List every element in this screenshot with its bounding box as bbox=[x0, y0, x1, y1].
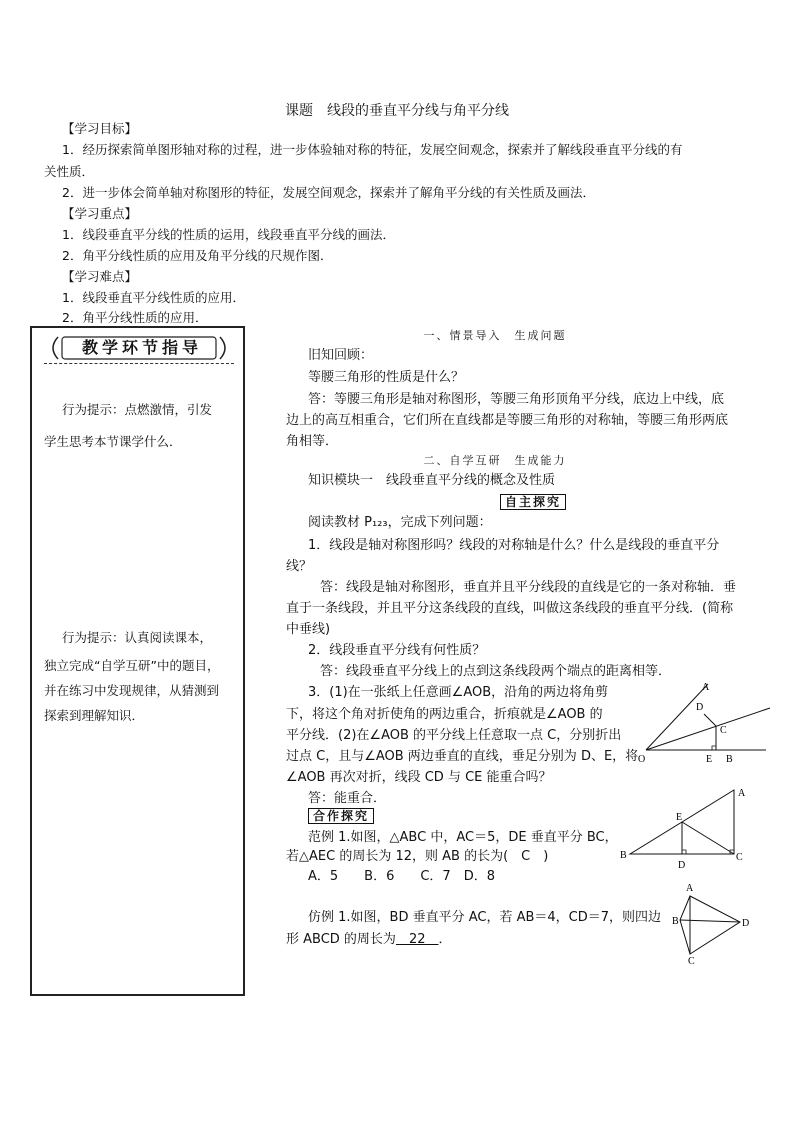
hint-2b: 独立完成“自学互研”中的题目， bbox=[44, 658, 220, 673]
diff-2: 2．角平分线性质的应用． bbox=[62, 310, 208, 325]
fig2-label-d: D bbox=[678, 860, 686, 871]
fig1-label-e: E bbox=[706, 754, 713, 765]
answer-1c: 中垂线) bbox=[286, 622, 331, 637]
answer-1a: 答：线段是轴对称图形，垂直并且平分线段的直线是它的一条对称轴．垂 bbox=[320, 580, 737, 595]
sidebar-title: 教学环节指导 bbox=[81, 338, 202, 357]
question-1a: 1．线段是轴对称图形吗？线段的对称轴是什么？什么是线段的垂直平分 bbox=[308, 538, 720, 553]
key-heading: 【学习重点】 bbox=[62, 206, 138, 221]
example-1a: 范例 1.如图，△ABC 中，AC＝5，DE 垂直平分 BC， bbox=[308, 830, 618, 845]
fig1-label-a: A bbox=[702, 682, 710, 693]
question-3a: 3．(1)在一张纸上任意画∠AOB，沿角的两边将角剪 bbox=[308, 685, 609, 700]
answer-0c: 角相等． bbox=[286, 434, 339, 449]
imitation-1b-answer: 22 bbox=[395, 932, 439, 947]
example-1b-answer: C bbox=[521, 849, 531, 864]
example-1b-text: 若△AEC 的周长为 12，则 AB 的长为( bbox=[286, 849, 522, 864]
question-1b: 线？ bbox=[286, 559, 313, 574]
fig3-label-c: C bbox=[688, 956, 695, 966]
section-1-heading: 一、情景导入 生成问题 bbox=[423, 329, 567, 342]
diff-1: 1．线段垂直平分线性质的应用． bbox=[62, 290, 245, 305]
answer-3: 答：能重合． bbox=[308, 791, 387, 806]
hint-1a: 行为提示：点燃激情，引发 bbox=[62, 402, 213, 417]
question-3e: ∠AOB 再次对折，线段 CD 与 CE 能重合吗？ bbox=[286, 770, 552, 785]
fig2-label-a: A bbox=[738, 788, 746, 799]
question-2: 2．线段垂直平分线有何性质？ bbox=[308, 643, 486, 658]
diff-heading: 【学习难点】 bbox=[62, 269, 138, 284]
fig3-label-d: D bbox=[742, 918, 750, 929]
cooperative-label: 合作探究 bbox=[308, 808, 374, 824]
read-instruction: 阅读教材 P₁₂₃，完成下列问题： bbox=[308, 515, 492, 530]
section-2-heading: 二、自学互研 生成能力 bbox=[423, 454, 567, 467]
hint-2a: 行为提示：认真阅读课本， bbox=[62, 630, 213, 645]
hint-2d: 探索到理解知识． bbox=[44, 708, 145, 723]
fig1-label-d: D bbox=[696, 702, 704, 713]
angle-bisector-figure bbox=[636, 678, 772, 766]
question-0: 等腰三角形的性质是什么？ bbox=[308, 370, 465, 385]
self-study-box bbox=[500, 494, 566, 510]
goal-1a: 1．经历探索简单图形轴对称的过程，进一步体验轴对称的特征，发展空间观念，探索并了解线段垂直平分线的有 bbox=[62, 142, 683, 157]
self-study-label: 自主探究 bbox=[500, 494, 566, 510]
example-1b-close: ) bbox=[530, 849, 549, 864]
example-1b bbox=[286, 846, 606, 868]
question-3d: 过点 C，且与∠AOB 两边垂直的直线，垂足分别为 D、E，将 bbox=[286, 749, 639, 764]
question-3b: 下，将这个角对折使角的两边重合，折痕就是∠AOB 的 bbox=[286, 707, 603, 722]
cooperative-box bbox=[308, 808, 374, 824]
question-3c: 平分线．(2)在∠AOB 的平分线上任意取一点 C，分别折出 bbox=[286, 728, 622, 743]
key-2: 2．角平分线性质的应用及角平分线的尺规作图． bbox=[62, 248, 333, 263]
sidebar-divider bbox=[44, 363, 234, 364]
fig1-label-b: B bbox=[726, 754, 733, 765]
key-1: 1．线段垂直平分线的性质的运用，线段垂直平分线的画法． bbox=[62, 227, 395, 242]
triangle-figure bbox=[616, 780, 756, 876]
answer-0a: 答：等腰三角形是轴对称图形，等腰三角形顶角平分线，底边上中线，底 bbox=[308, 392, 725, 407]
fig2-label-e: E bbox=[676, 812, 683, 823]
fig2-label-b: B bbox=[620, 850, 627, 861]
answer-1b: 直于一条线段，并且平分这条线段的直线，叫做这条线段的垂直平分线．(简称 bbox=[286, 601, 734, 616]
review-label: 旧知回顾： bbox=[308, 348, 374, 363]
hint-1b: 学生思考本节课学什么． bbox=[44, 434, 182, 449]
fig1-label-o: O bbox=[638, 754, 646, 765]
example-1-choices: A．5 B．6 C．7 D．8 bbox=[308, 869, 495, 884]
goal-heading: 【学习目标】 bbox=[62, 121, 138, 136]
goal-2: 2．进一步体会简单轴对称图形的特征，发展空间观念，探索并了解角平分线的有关性质及画法． bbox=[62, 185, 595, 200]
fig3-label-b: B bbox=[672, 916, 679, 927]
imitation-1a: 仿例 1.如图，BD 垂直平分 AC，若 AB＝4，CD＝7，则四边 bbox=[308, 910, 662, 925]
fig1-label-c: C bbox=[720, 725, 727, 736]
answer-2: 答：线段垂直平分线上的点到这条线段两个端点的距离相等． bbox=[320, 664, 672, 679]
page-title: 课题 线段的垂直平分线与角平分线 bbox=[285, 103, 509, 119]
imitation-1b-text: 形 ABCD 的周长为 bbox=[286, 932, 396, 947]
fig3-label-a: A bbox=[686, 883, 694, 894]
imitation-1b-close: ． bbox=[438, 932, 452, 947]
fig2-label-c: C bbox=[736, 852, 743, 863]
module-1-title: 知识模块一 线段垂直平分线的概念及性质 bbox=[308, 473, 556, 488]
sidebar-header bbox=[44, 333, 234, 365]
hint-2c: 并在练习中发现规律，从猜测到 bbox=[44, 683, 220, 698]
answer-0b: 边上的高互相重合，它们所在直线都是等腰三角形的对称轴，等腰三角形两底 bbox=[286, 413, 729, 428]
goal-1b: 关性质． bbox=[44, 164, 95, 179]
kite-figure bbox=[672, 880, 756, 966]
